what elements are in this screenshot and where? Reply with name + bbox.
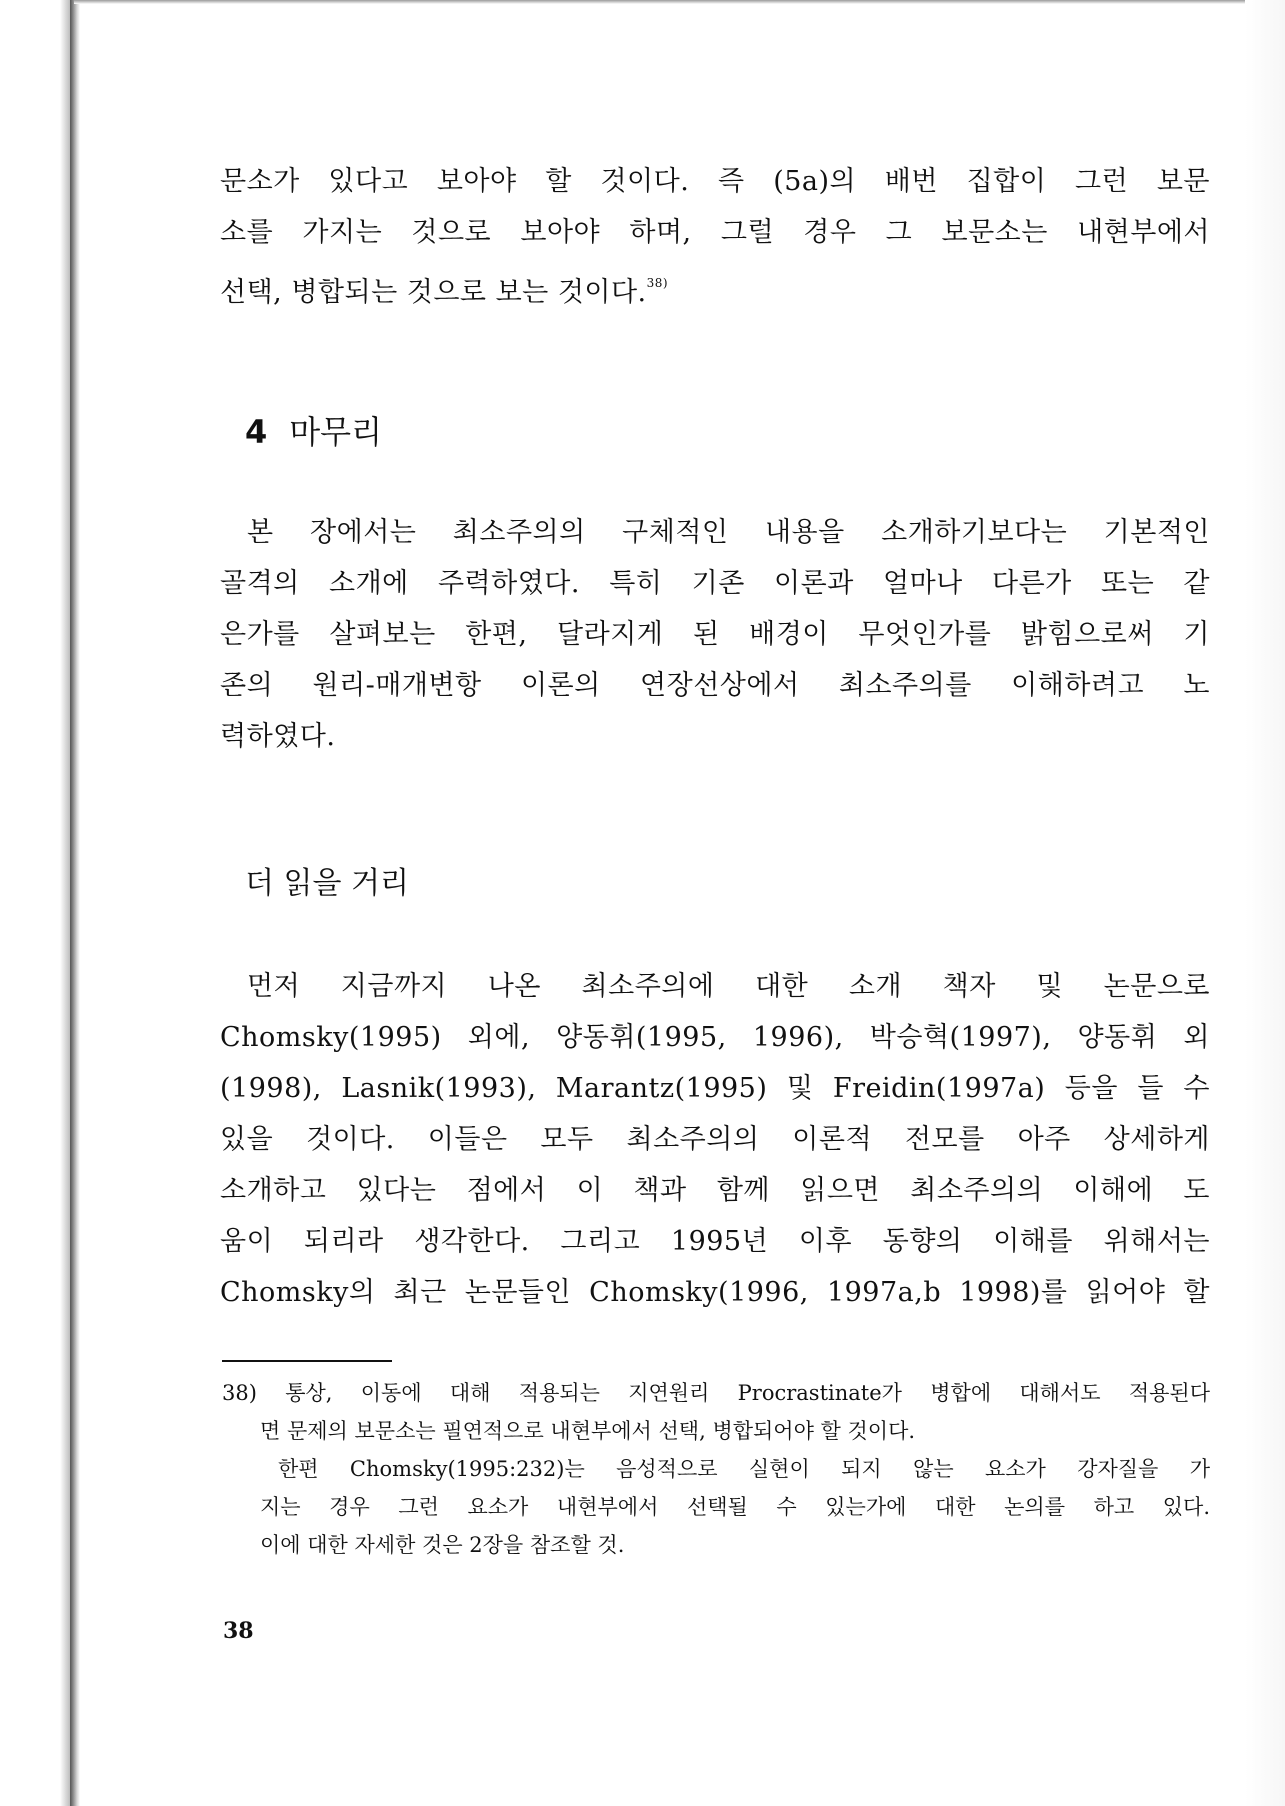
footnote-line: 38) 통상, 이동에 대해 적용되는 지연원리 Procrastinate가 병합에 대해서도 적용된다 xyxy=(222,1381,1210,1405)
footnotes xyxy=(222,1374,1210,1564)
section-heading xyxy=(245,412,382,452)
footnote-line: 면 문제의 보문소는 필연적으로 내현부에서 선택, 병합되어야 할 것이다. xyxy=(260,1419,916,1443)
text-line: 먼저 지금까지 나온 최소주의에 대한 소개 책자 및 논문으로 xyxy=(247,971,1210,1002)
paragraph-continuation xyxy=(220,156,1210,309)
section-number: 4 xyxy=(245,413,268,451)
text-line: 있을 것이다. 이들은 모두 최소주의의 이론적 전모를 아주 상세하게 xyxy=(220,1124,1210,1155)
text-line: 존의 원리-매개변항 이론의 연장선상에서 최소주의를 이해하려고 노 xyxy=(220,670,1210,701)
page-number: 38 xyxy=(223,1618,254,1644)
text-line: (1998), Lasnik(1993), Marantz(1995) 및 Freidin(1997a) 등을 들 수 xyxy=(220,1073,1210,1104)
footnote-reference[interactable]: 38) xyxy=(646,276,669,290)
further-reading-heading: 더 읽을 거리 xyxy=(245,866,409,901)
text-line: Chomsky의 최근 논문들인 Chomsky(1996, 1997a,b 1998)를 읽어야 할 xyxy=(220,1277,1210,1308)
paragraph-conclusion xyxy=(220,507,1210,762)
text-line xyxy=(220,258,1210,309)
text-line: 소개하고 있다는 점에서 이 책과 함께 읽으면 최소주의의 이해에 도 xyxy=(220,1175,1210,1206)
footnote-divider xyxy=(222,1360,392,1362)
page-right-shade xyxy=(1245,0,1285,1806)
text-line: Chomsky(1995) 외에, 양동휘(1995, 1996), 박승혁(1997), 양동휘 외 xyxy=(220,1022,1210,1053)
text-line: 문소가 있다고 보아야 할 것이다. 즉 (5a)의 배번 집합이 그런 보문 xyxy=(220,166,1210,197)
text-line: 골격의 소개에 주력하였다. 특히 기존 이론과 얼마나 다른가 또는 같 xyxy=(220,568,1210,599)
footnote-line: 한편 Chomsky(1995:232)는 음성적으로 실현이 되지 않는 요소가 강자질을 가 xyxy=(278,1457,1210,1481)
footnote-line: 지는 경우 그런 요소가 내현부에서 선택될 수 있는가에 대한 논의를 하고 있다. xyxy=(260,1495,1210,1519)
section-title: 마무리 xyxy=(289,413,383,451)
text-line: 본 장에서는 최소주의의 구체적인 내용을 소개하기보다는 기본적인 xyxy=(247,517,1210,548)
text-line: 력하였다. xyxy=(220,721,336,752)
text-line-content: 선택, 병합되는 것으로 보는 것이다. xyxy=(220,277,647,308)
text-line: 은가를 살펴보는 한편, 달라지게 된 배경이 무엇인가를 밝힘으로써 기 xyxy=(220,619,1210,650)
text-line: 움이 되리라 생각한다. 그리고 1995년 이후 동향의 이해를 위해서는 xyxy=(220,1226,1210,1257)
book-page xyxy=(80,4,1245,1806)
text-line: 소를 가지는 것으로 보아야 하며, 그럴 경우 그 보문소는 내현부에서 xyxy=(220,217,1210,248)
paragraph-further-reading xyxy=(220,961,1210,1318)
book-spine-shadow xyxy=(60,0,70,1806)
footnote-line: 이에 대한 자세한 것은 2장을 참조할 것. xyxy=(260,1533,625,1557)
page-left-edge xyxy=(70,0,80,1806)
